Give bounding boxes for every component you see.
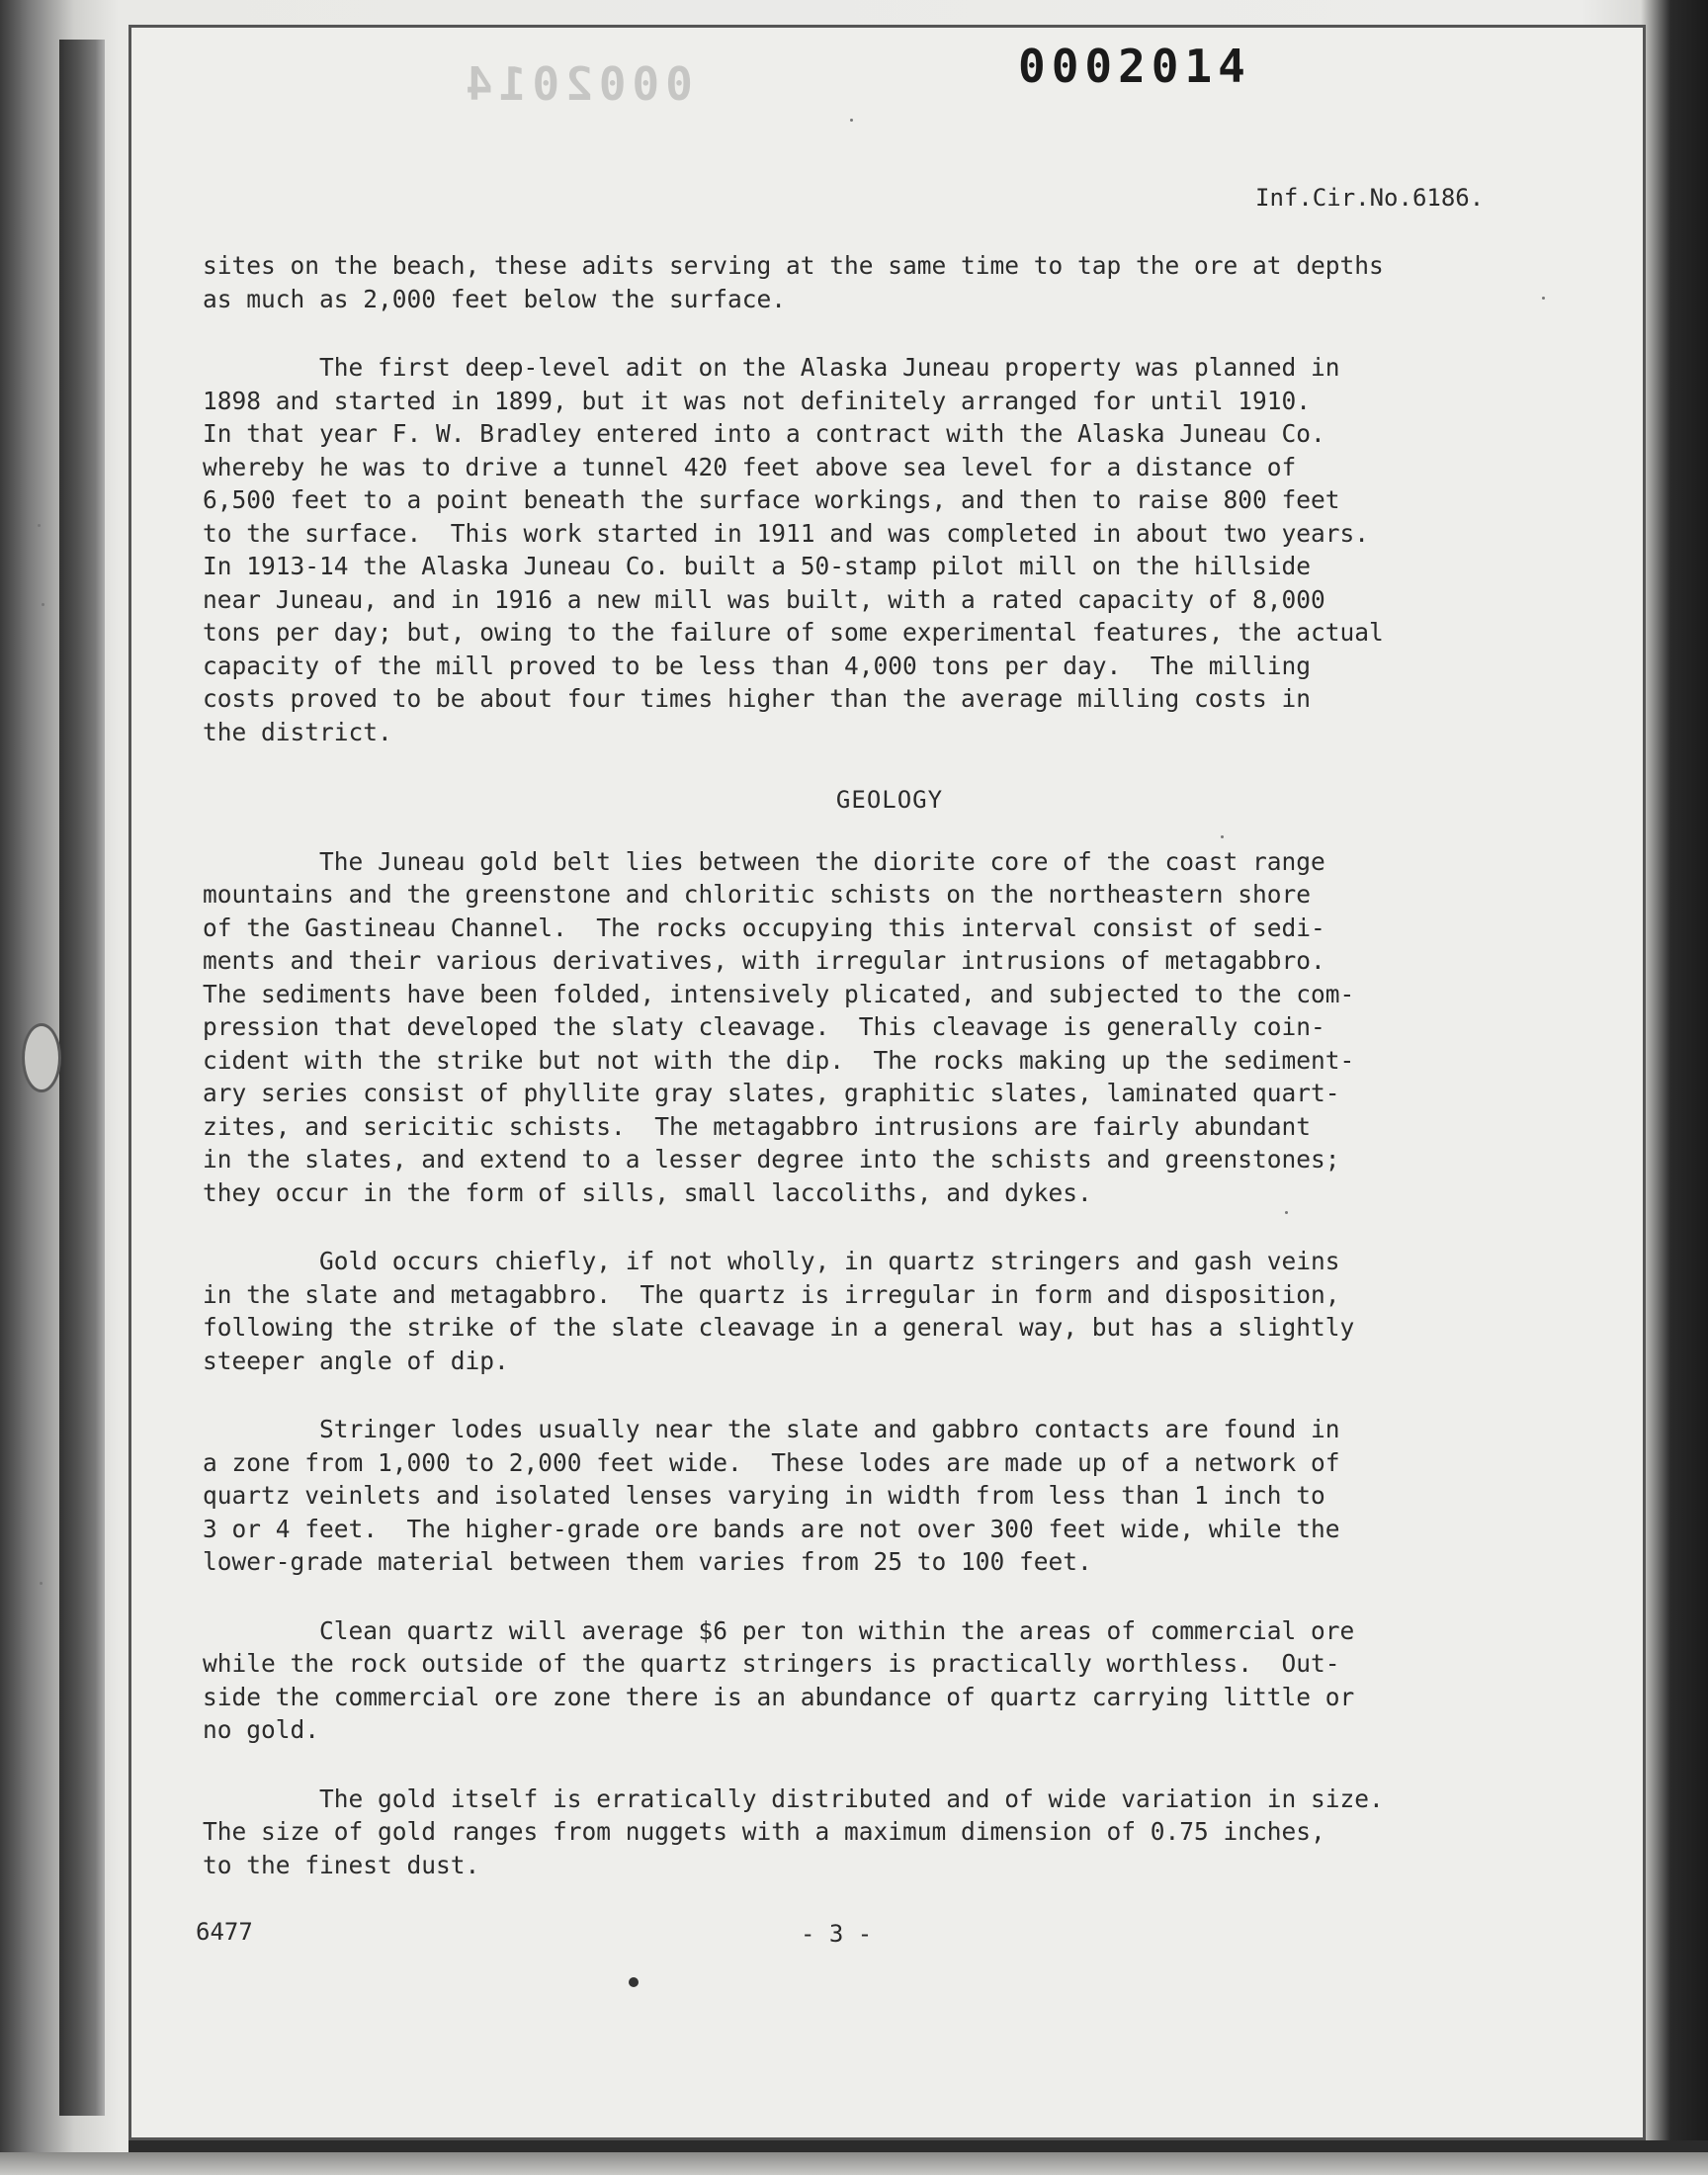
scan-speck bbox=[38, 524, 41, 527]
paragraph-adit-history: The first deep-level adit on the Alaska Juneau property was planned in 1898 and started in 1899, but it was not definitely arranged for until 1910. In that year F. W. Bradley entered into a contract with the Alaska Juneau Co. whereby he was to drive a tunnel 420 feet above sea level for a distance of 6,500 feet to a point beneath the surface workings, and then to raise 800 feet to the surface. This work started in 1911 and was completed in about two years. In 1913-14 the Alaska Juneau Co. built a 50-stamp pilot mill on the hillside near Juneau, and in 1916 a new mill was built, with a rated capacity of 8,000 tons per day; but, owing to the failure of some experimental features, the actual capacity of the mill proved to be less than 4,000 tons per day. The milling costs proved to be about four times higher than the average milling costs in the district. bbox=[203, 353, 1384, 746]
scan-speck bbox=[1285, 1211, 1288, 1214]
footer-code: 6477 bbox=[196, 1918, 253, 1946]
paragraph-stringer-lodes: Stringer lodes usually near the slate and gabbro contacts are found in a zone from 1,000 to 2,000 feet wide. These lodes are made up of a network of quartz veinlets and isolated lenses varying in width from less than 1 inch to 3 or 4 feet. The higher-grade ore bands are not over 300 feet wide, while the lower-grade material between them varies from 25 to 100 feet. bbox=[203, 1415, 1340, 1576]
binder-ring bbox=[22, 1023, 61, 1092]
scan-speck bbox=[42, 603, 44, 606]
binder-edge bbox=[59, 40, 105, 2116]
scan-speck bbox=[1221, 835, 1224, 838]
scan-bottom-shade bbox=[0, 2152, 1708, 2175]
scan-speck bbox=[1542, 297, 1545, 300]
page-number: - 3 - bbox=[801, 1920, 873, 1948]
punch-dot bbox=[629, 1977, 639, 1987]
paragraph-gold-belt: The Juneau gold belt lies between the diorite core of the coast range mountains and the greenstone and chloritic schists on the northeastern shore of the Gastineau Channel. The rocks occupying this interval consist of sedi- ments and their various derivatives, with irregular intrusions of metagabbro. The sediments have been folded, intensively plicated, and subjected to the com- pression that developed the slaty cleavage. This cleavage is generally coin- cident with the strike but not with the dip. The rocks making up the sediment- ary series consist of phyllite gray slates, graphitic slates, laminated quart- zites, and sericitic schists. The metagabbro intrusions are fairly abundant in the slates, and extend to a lesser degree into the schists and greenstones; they occur in the form of sills, small laccoliths, and dykes. bbox=[203, 846, 1355, 1207]
bleed-through-stamp: 0002014 bbox=[460, 57, 693, 111]
paragraph-continuation: sites on the beach, these adits serving at the same time to tap the ore at depths as much as 2,000 feet below the surface. bbox=[203, 251, 1384, 313]
page-bottom-edge bbox=[128, 2140, 1708, 2152]
paragraph-gold-occurrence: Gold occurs chiefly, if not wholly, in quartz stringers and gash veins in the slate and metagabbro. The quartz is irregular in form and disposition, following the strike of the slate cleavage in a general way, but has a slightly steeper angle of dip. bbox=[203, 1247, 1355, 1375]
document-body bbox=[203, 249, 1577, 1917]
scan-speck bbox=[40, 1582, 43, 1585]
paragraph-gold-distribution: The gold itself is erratically distributed and of wide variation in size. The size of gold ranges from nuggets with a maximum dimension of 0.75 inches, to the finest dust. bbox=[203, 1784, 1384, 1879]
paragraph-clean-quartz: Clean quartz will average $6 per ton within the areas of commercial ore while the rock outside of the quartz stringers is practically worthless. Out- side the commercial ore zone there is an abundance of quartz carrying little or no gold. bbox=[203, 1615, 1355, 1744]
circular-number: Inf.Cir.No.6186. bbox=[1255, 184, 1485, 212]
section-heading: GEOLOGY bbox=[835, 786, 944, 814]
stamp-number: 0002014 bbox=[1018, 40, 1251, 93]
scan-speck bbox=[850, 119, 853, 122]
